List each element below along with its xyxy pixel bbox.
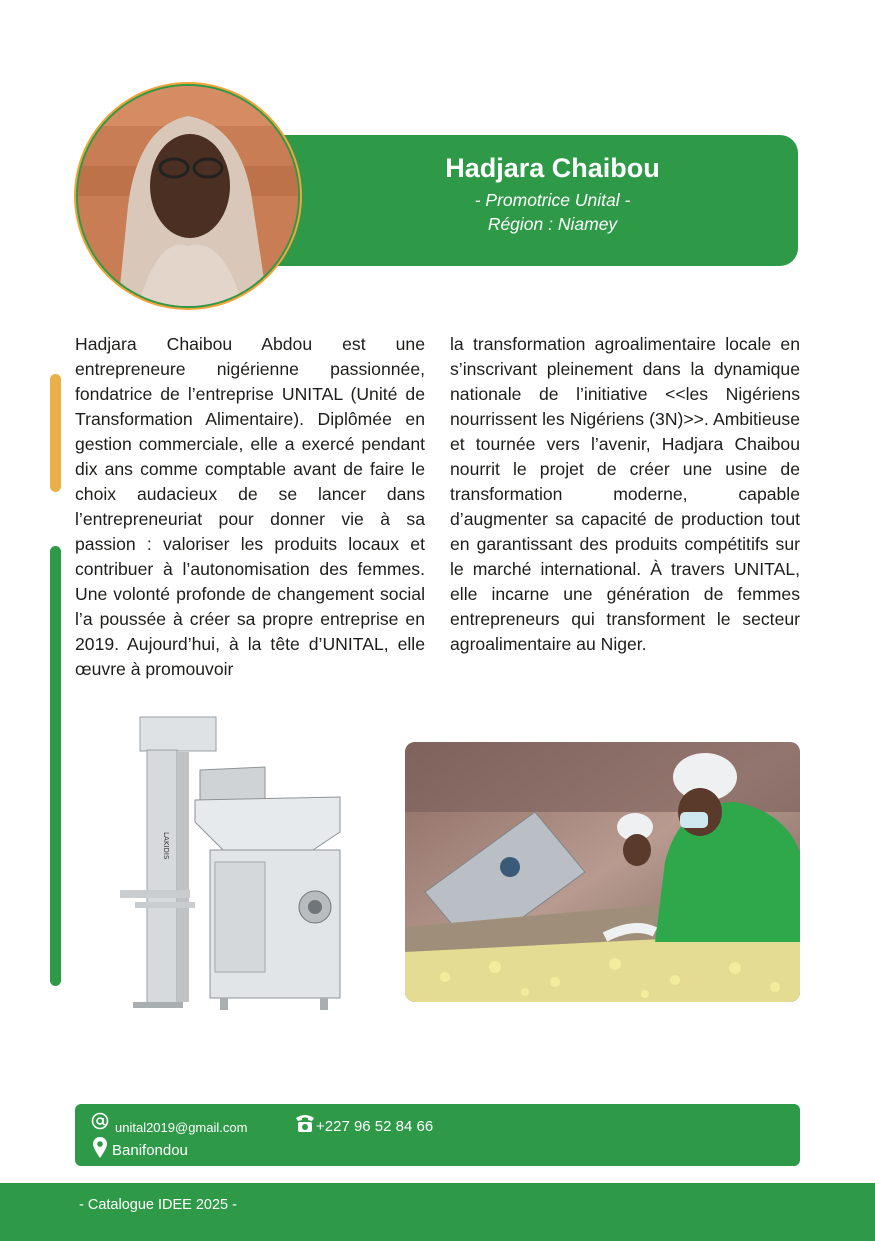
accent-bar-orange xyxy=(50,374,61,492)
profile-role: - Promotrice Unital - xyxy=(474,190,631,210)
biography-left-column: Hadjara Chaibou Abdou est une entrepreneure nigérienne passionnée, fondatrice de l’entreprise UNITAL (Unité de Transformation Alimentaire). Diplômée en gestion commerciale, elle a exercé pendant dix ans comme comptable avant de faire le choix audacieux de se lancer dans l’entrepreneuriat pour donner vie à sa passion : valoriser les produits locaux et contribuer à l’autonomisation des femmes. Une volonté profonde de changement social l’a poussée à créer sa propre entreprise en 2019. Aujourd’hui, à la tête d’UNITAL, elle œuvre à promouvoir xyxy=(75,334,425,679)
profile-name: Hadjara Chaibou xyxy=(445,153,660,183)
factory-workers-photo xyxy=(405,742,800,1002)
contact-email[interactable]: unital2019@gmail.com xyxy=(115,1120,248,1135)
machine-brand-label xyxy=(162,832,170,860)
profile-region: Région : Niamey xyxy=(487,214,618,234)
at-sign-icon xyxy=(91,1111,109,1131)
processing-machine-image xyxy=(115,712,355,1042)
phone-icon xyxy=(294,1112,316,1134)
accent-bar-green xyxy=(50,546,61,986)
footer-catalogue-label: - Catalogue IDEE 2025 - xyxy=(79,1197,237,1213)
location-pin-icon xyxy=(93,1137,107,1159)
contact-phone[interactable]: +227 96 52 84 66 xyxy=(316,1118,434,1135)
contact-location: Banifondou xyxy=(112,1142,188,1159)
portrait-photo xyxy=(78,86,298,306)
svg-text:LAKIDIS: LAKIDIS xyxy=(162,832,170,860)
biography-right-column: la transformation agroalimentaire locale en s’inscrivant pleinement dans la dynamique nationale de l’initiative <<les Nigériens nourrissent les Nigériens (3N)>>. Ambitieuse et tournée vers l’avenir, Hadjara Chaibou nourrit le projet de créer une usine de transformation moderne, capable d’augmenter sa capacité de production tout en garantissant des produits compétitifs sur le marché international. À travers UNITAL, elle incarne une génération de femmes entrepreneurs qui transforment le secteur agroalimentaire au Niger. xyxy=(450,334,800,654)
